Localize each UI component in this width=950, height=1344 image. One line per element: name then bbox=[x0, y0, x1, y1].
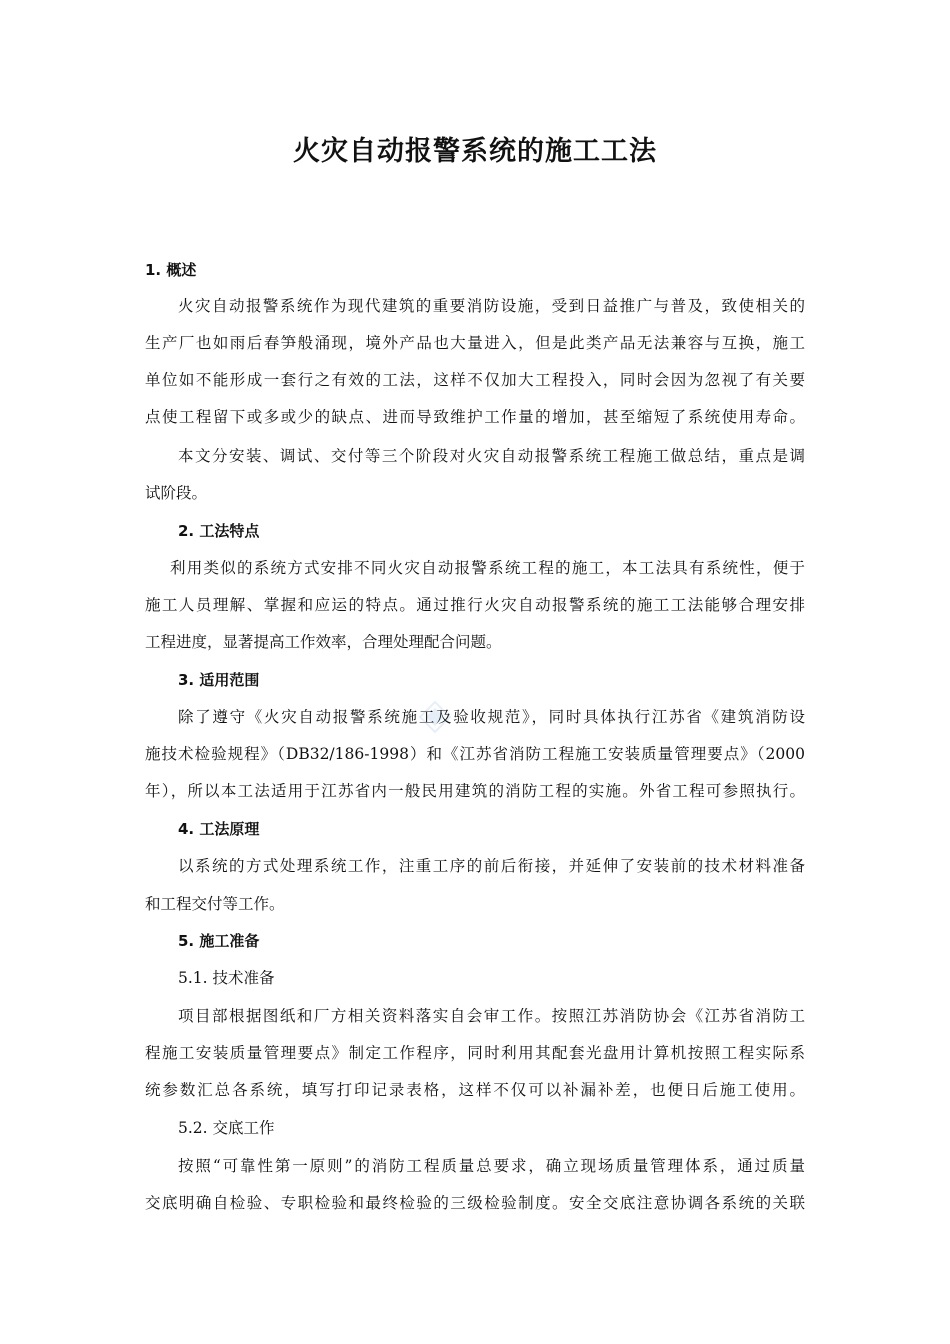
paragraph-line: 统参数汇总各系统，填写打印记录表格，这样不仅可以补漏补差，也便日后施工使用。 bbox=[145, 1081, 805, 1099]
subsection-heading-technical: 5.1. 技术准备 bbox=[178, 969, 275, 987]
paragraph-line: 工程进度，显著提高工作效率，合理处理配合问题。 bbox=[145, 633, 502, 651]
paragraph-line: 交底明确自检验、专职检验和最终检验的三级检验制度。安全交底注意协调各系统的关联 bbox=[145, 1194, 805, 1212]
paragraph-line: 生产厂也如雨后春笋般涌现，境外产品也大量进入，但是此类产品无法兼容与互换，施工 bbox=[145, 334, 805, 352]
section-heading-preparation: 5. 施工准备 bbox=[178, 932, 260, 950]
section-heading-features: 2. 工法特点 bbox=[178, 522, 260, 540]
paragraph-line: 年），所以本工法适用于江苏省内一般民用建筑的消防工程的实施。外省工程可参照执行。 bbox=[145, 782, 805, 800]
paragraph-line: 和工程交付等工作。 bbox=[145, 895, 285, 913]
paragraph-line: 本文分安装、调试、交付等三个阶段对火灾自动报警系统工程施工做总结，重点是调 bbox=[178, 447, 805, 465]
paragraph-line: 除了遵守《火灾自动报警系统施工及验收规范》，同时具体执行江苏省《建筑消防设 bbox=[178, 708, 805, 726]
paragraph-line: 火灾自动报警系统作为现代建筑的重要消防设施，受到日益推广与普及，致使相关的 bbox=[178, 297, 805, 315]
paragraph-line: 施工人员理解、掌握和应运的特点。通过推行火灾自动报警系统的施工工法能够合理安排 bbox=[145, 596, 805, 614]
paragraph-line: 以系统的方式处理系统工作，注重工序的前后衔接，并延伸了安装前的技术材料准备 bbox=[178, 857, 805, 875]
section-heading-overview: 1. 概述 bbox=[145, 261, 197, 279]
subsection-heading-briefing: 5.2. 交底工作 bbox=[178, 1119, 275, 1137]
paragraph-line: 单位如不能形成一套行之有效的工法，这样不仅加大工程投入，同时会因为忽视了有关要 bbox=[145, 371, 805, 389]
paragraph-line: 点使工程留下或多或少的缺点、进而导致维护工作量的增加，甚至缩短了系统使用寿命。 bbox=[145, 408, 805, 426]
document-title: 火灾自动报警系统的施工工法 bbox=[293, 136, 657, 167]
section-heading-principle: 4. 工法原理 bbox=[178, 820, 260, 838]
paragraph-line: 项目部根据图纸和厂方相关资料落实自会审工作。按照江苏消防协会《江苏省消防工 bbox=[178, 1007, 805, 1025]
section-heading-scope: 3. 适用范围 bbox=[178, 671, 260, 689]
paragraph-line: 施技术检验规程》（DB32/186-1998）和《江苏省消防工程施工安装质量管理要点》（2000 bbox=[145, 745, 805, 763]
paragraph-line: 程施工安装质量管理要点》制定工作程序，同时利用其配套光盘用计算机按照工程实际系 bbox=[145, 1044, 805, 1062]
paragraph-line: 按照“可靠性第一原则”的消防工程质量总要求，确立现场质量管理体系，通过质量 bbox=[178, 1157, 805, 1175]
watermark-logo-icon bbox=[418, 700, 452, 734]
paragraph-line: 利用类似的系统方式安排不同火灾自动报警系统工程的施工，本工法具有系统性，便于 bbox=[170, 559, 805, 577]
paragraph-line: 试阶段。 bbox=[145, 484, 208, 502]
